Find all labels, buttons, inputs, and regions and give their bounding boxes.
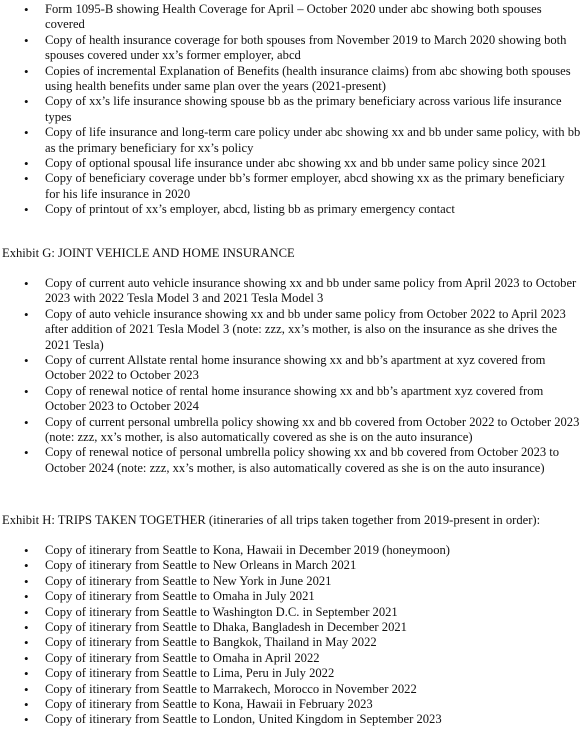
list-item: • Copy of health insurance coverage for both spouses from November 2019 to March 2020 showing both spouses covered under xx’s former employer, abcd [0, 33, 584, 64]
list-item: • Copy of itinerary from Seattle to Washington D.C. in September 2021 [0, 605, 584, 620]
list-item: • Copy of current personal umbrella policy showing xx and bb covered from October 2022 to October 2023 (note: zzz, xx’s mother, is also automatically covered as she is on the auto insurance) [0, 415, 584, 446]
list-item: • Copy of itinerary from Seattle to Dhaka, Bangladesh in December 2021 [0, 620, 584, 635]
list-item: • Copy of itinerary from Seattle to Lima, Peru in July 2022 [0, 666, 584, 681]
list-item: • Copy of beneficiary coverage under bb’s former employer, abcd showing xx as the primary beneficiary for his life insurance in 2020 [0, 171, 584, 202]
exhibit-f-list [0, 2, 584, 218]
exhibit-h-list [0, 543, 584, 728]
list-item: • Form 1095-B showing Health Coverage for April – October 2020 under abc showing both spouses covered [0, 2, 584, 33]
list-item: • Copy of renewal notice of rental home insurance showing xx and bb’s apartment xyz covered from October 2023 to October 2024 [0, 384, 584, 415]
list-item: • Copy of auto vehicle insurance showing xx and bb under same policy from October 2022 to April 2023 after addition of 2021 Tesla Model 3 (note: zzz, xx’s mother, is also on the insurance as she drives the 2021 Tesla) [0, 307, 584, 353]
list-item: • Copy of itinerary from Seattle to Marrakech, Morocco in November 2022 [0, 682, 584, 697]
list-item: • Copy of itinerary from Seattle to Kona, Hawaii in February 2023 [0, 697, 584, 712]
list-item: • Copy of renewal notice of personal umbrella policy showing xx and bb covered from October 2023 to October 2024 (note: zzz, xx’s mother, is also automatically covered as she is on the auto insurance) [0, 445, 584, 476]
list-item: • Copy of life insurance and long-term care policy under abc showing xx and bb under same policy, with bb as the primary beneficiary for xx’s policy [0, 125, 584, 156]
list-item: • Copy of itinerary from Seattle to London, United Kingdom in September 2023 [0, 712, 584, 727]
list-item: • Copy of itinerary from Seattle to New York in June 2021 [0, 574, 584, 589]
exhibit-h-heading: Exhibit H: TRIPS TAKEN TOGETHER (itineraries of all trips taken together from 2019-present in order): [2, 513, 541, 527]
list-item: • Copy of itinerary from Seattle to Omaha in July 2021 [0, 589, 584, 604]
exhibit-g-list [0, 276, 584, 476]
list-item: • Copy of itinerary from Seattle to Omaha in April 2022 [0, 651, 584, 666]
list-item: • Copies of incremental Explanation of Benefits (health insurance claims) from abc showing both spouses using health benefits under same plan over the years (2021-present) [0, 64, 584, 95]
list-item: • Copy of current auto vehicle insurance showing xx and bb under same policy from April 2023 to October 2023 with 2022 Tesla Model 3 and 2021 Tesla Model 3 [0, 276, 584, 307]
list-item: • Copy of itinerary from Seattle to Kona, Hawaii in December 2019 (honeymoon) [0, 543, 584, 558]
list-item: • Copy of printout of xx’s employer, abcd, listing bb as primary emergency contact [0, 202, 584, 217]
list-item: • Copy of current Allstate rental home insurance showing xx and bb’s apartment at xyz covered from October 2022 to October 2023 [0, 353, 584, 384]
list-item: • Copy of itinerary from Seattle to New Orleans in March 2021 [0, 558, 584, 573]
list-item: • Copy of itinerary from Seattle to Bangkok, Thailand in May 2022 [0, 635, 584, 650]
exhibit-g-heading: Exhibit G: JOINT VEHICLE AND HOME INSURANCE [2, 246, 295, 260]
list-item: • Copy of optional spousal life insurance under abc showing xx and bb under same policy since 2021 [0, 156, 584, 171]
list-item: • Copy of xx’s life insurance showing spouse bb as the primary beneficiary across various life insurance types [0, 94, 584, 125]
